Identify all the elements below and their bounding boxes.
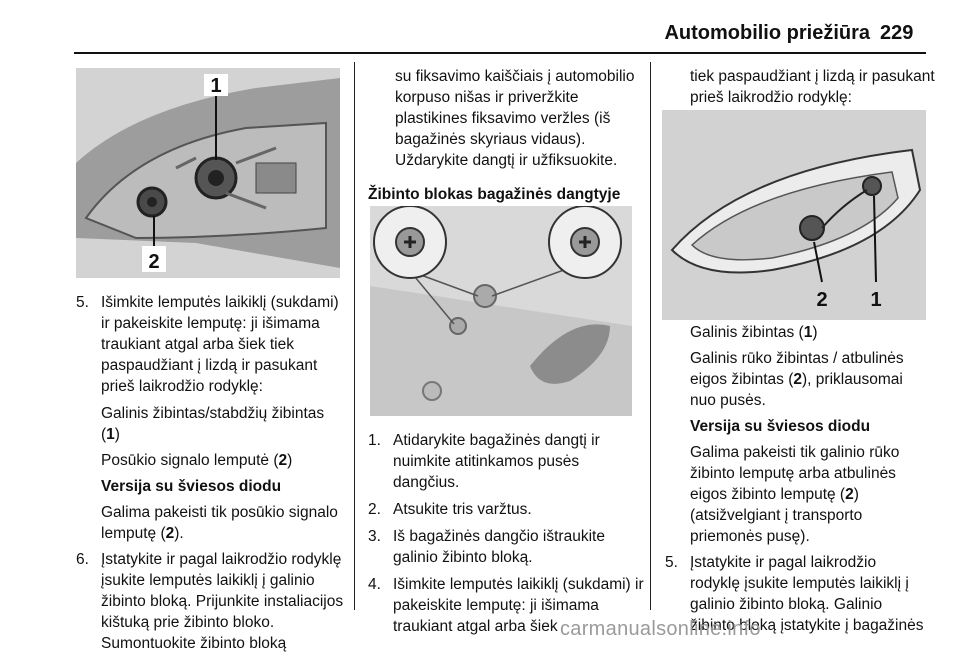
bulb-item [76,403,344,445]
led-note [665,442,930,547]
step-text: Išimkite lemputės laikiklį (sukdami) ir pakeiskite lemputę: ji išimama traukiant atgal arba šiek tiek paspaudžiant į lizdą ir pasukant prieš laikrodžio rodyklę: [101,294,339,395]
page-number: 229 [880,22,914,44]
figure-tailgate-light [370,206,632,416]
column-divider [354,62,355,610]
step-item [368,526,644,568]
step-number: 5. [76,294,89,311]
continuation-text: tiek paspaudžiant į lizdą ir pasukant prieš laikrodžio rodyklę: [690,68,935,106]
step-number: 1. [368,432,381,449]
led-text: ). [174,525,184,542]
watermark: carmanualsonline.info [560,618,761,640]
header-rule [74,52,926,54]
continuation-text: su fiksavimo kaiščiais į automobilio korpuso nišas ir priveržkite plastikines fiksavimo veržles (iš bagažinės skyriaus vidaus). Uždarykite dangtį ir užfiksuokite. [395,68,635,169]
step-text: Įstatykite ir pagal laikrodžio rodyklę įsukite lemputės laikiklį į galinio žibinto bloką. Prijunkite instaliacijos kištuką prie žibinto bloko. Sumontuokite žibinto bloką [101,551,344,652]
bulb-text: Posūkio signalo lemputė ( [101,452,279,469]
led-text: Galima pakeisti tik posūkio signalo lemputę ( [101,504,338,542]
step-number: 3. [368,528,381,545]
led-text: ) (atsižvelgiant į transporto priemonės pusę). [690,486,863,545]
step-item [76,292,344,397]
figure-label: 2 [148,251,160,273]
bulb-ref: 2 [278,452,288,469]
step-text: Išimkite lemputės laikiklį (sukdami) ir pakeiskite lemputę: ji išimama traukiant atgal arba šiek [393,576,644,635]
page-title: Automobilio priežiūra [664,22,870,44]
bulb-ref: 2 [793,371,803,388]
subheading: Versija su šviesos diodu [101,478,282,495]
bulb-text: Galinis žibintas/stabdžių žibintas ( [101,405,325,443]
right-continuation [665,66,935,113]
bulb-text: ), priklausomai nuo pusės. [690,371,903,409]
step-number: 6. [76,551,89,568]
bulb-ref: 1 [106,426,115,443]
figure-label: 1 [210,75,222,97]
step-text: Iš bagažinės dangčio ištraukite galinio žibinto bloką. [393,528,605,566]
bulb-text: Galinis žibintas ( [690,324,804,341]
middle-continuation [368,66,640,176]
step-text: Atsukite tris varžtus. [393,501,532,518]
bulb-item [76,450,344,471]
led-text: Galima pakeisti tik galinio rūko žibinto lemputę arba atbulinės eigos žibinto lemputę ( [690,444,900,503]
led-note [76,502,344,544]
figure-label: 2 [816,289,828,311]
figure-tail-light-rear [76,68,340,278]
step-number: 4. [368,576,381,593]
step-item [76,549,344,654]
step-number: 2. [368,501,381,518]
led-ref: 2 [165,525,175,542]
step-text: Atidarykite bagažinės dangtį ir nuimkite atitinkamos pusės dangčius. [393,432,600,491]
bulb-item [665,322,930,343]
bulb-text: ) [812,324,818,341]
section-heading: Žibinto blokas bagažinės dangtyje [368,186,621,203]
left-column [76,292,344,660]
subheading: Versija su šviesos diodu [690,418,871,435]
figure-tail-light-unit [662,110,926,320]
middle-steps [368,430,644,643]
led-ref: 2 [845,486,854,503]
bulb-text: ) [287,452,293,469]
bulb-text: ) [114,426,120,443]
step-item [368,499,644,520]
bulb-ref: 1 [803,324,813,341]
step-number: 5. [665,554,678,571]
right-column [665,322,930,642]
bulb-text: Galinis rūko žibintas / atbulinės eigos žibintas ( [690,350,904,388]
column-divider [650,62,651,610]
step-text: Įstatykite ir pagal laikrodžio rodyklę įsukite lemputės laikiklį į galinio žibinto bloką. Galinio žibinto bloką įstatykite į bagažinės [690,554,924,634]
figure-label: 1 [870,289,882,311]
step-item [368,430,644,493]
bulb-item [665,348,930,411]
